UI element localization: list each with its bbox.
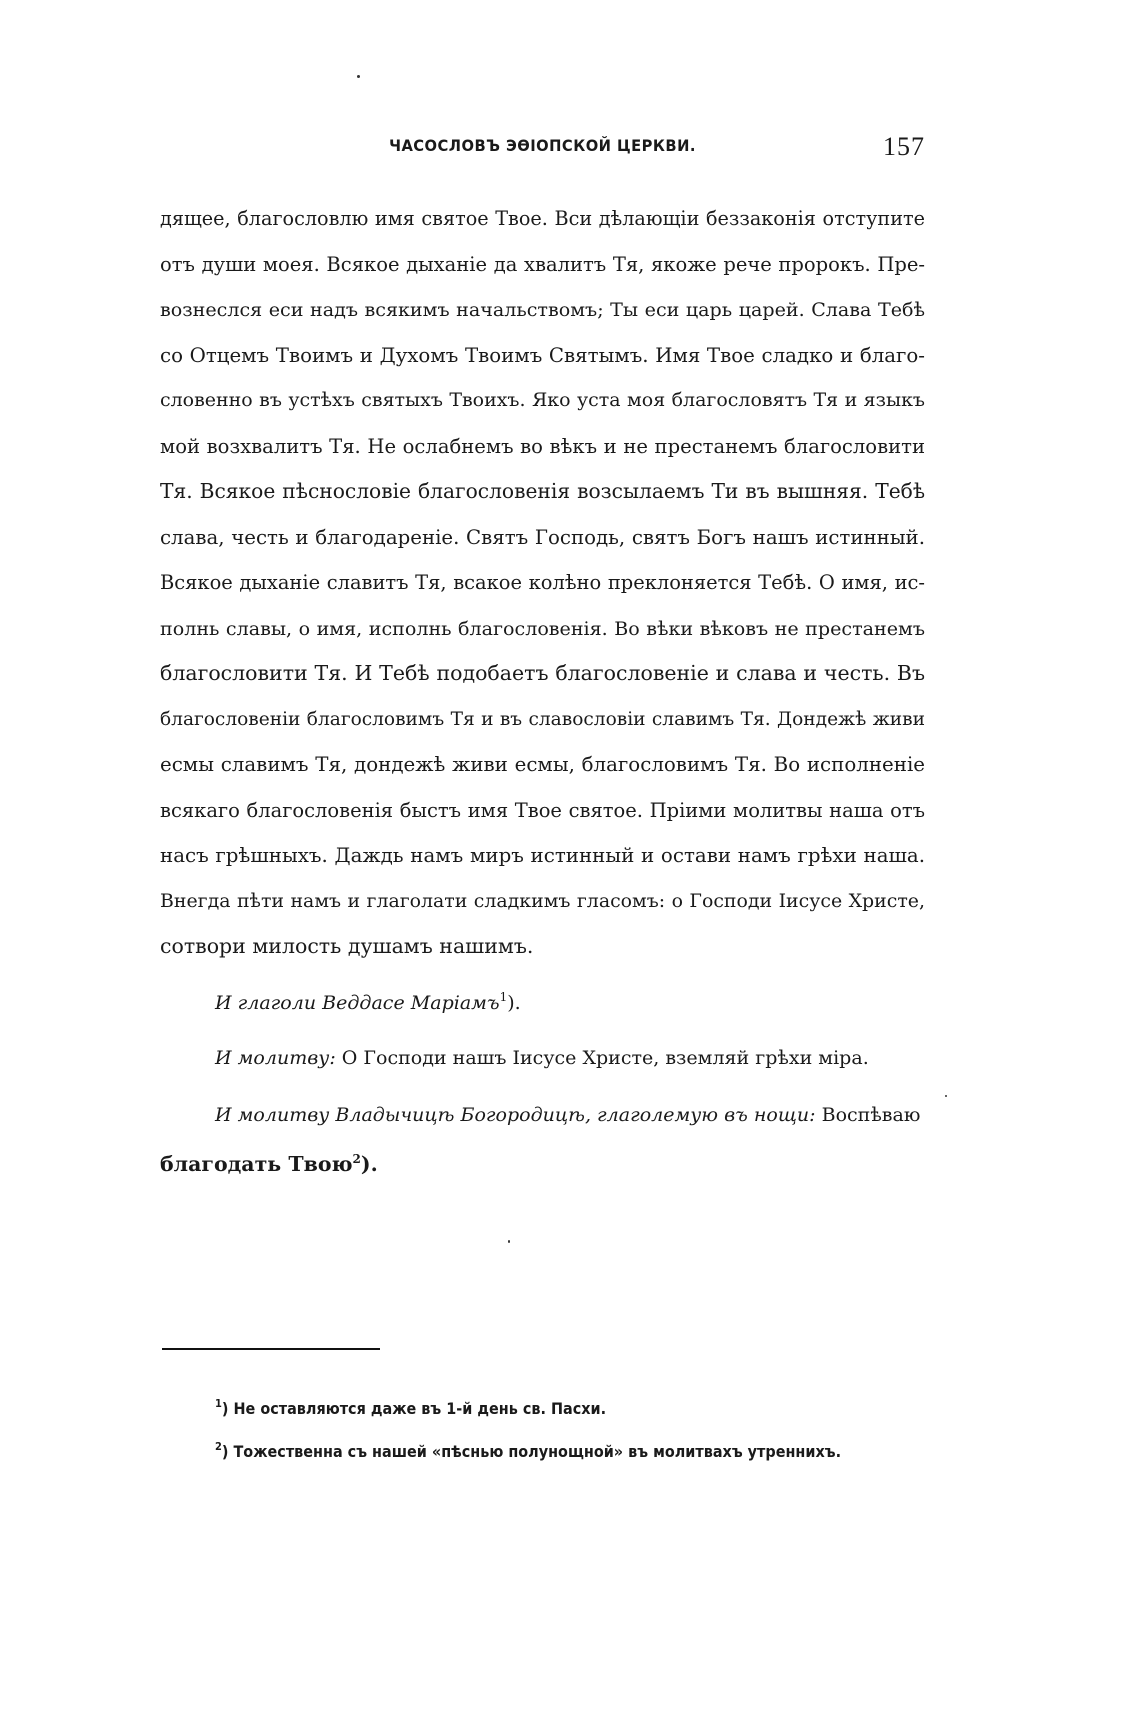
text-line: отъ души моея. Всякое дыханіе да хвалитъ Тя, якоже рече пророкъ. Пре- xyxy=(160,252,925,276)
text-line: вознеслся еси надъ всякимъ начальствомъ; Ты еси царь царей. Слава Тебѣ xyxy=(160,298,925,321)
rubric-text: О Господи нашъ Іисусе Христе, вземляй грѣхи міра. xyxy=(335,1047,869,1069)
footnote-1 xyxy=(215,1397,606,1418)
rubric-veddase xyxy=(160,990,980,1014)
footnote-separator xyxy=(162,1348,380,1350)
rubric-theotokos xyxy=(160,1104,980,1126)
rubric-theotokos-cont xyxy=(160,1152,925,1176)
text-line: Всякое дыханіе славитъ Тя, всакое колѣно преклоняется Тебѣ. О имя, ис- xyxy=(160,571,925,594)
footnote-marker: 2 xyxy=(215,1440,222,1453)
rubric-italic: И молитву: xyxy=(215,1047,336,1069)
rubric-text: Воспѣваю xyxy=(815,1104,921,1126)
rubric-italic: И глаголи Веддасе Маріамъ xyxy=(215,992,500,1014)
text-line: дящее, благословлю имя святое Твое. Вси дѣлающіи беззаконія отступите xyxy=(160,207,925,230)
text-line: благословеніи благословимъ Тя и въ славословіи славимъ Тя. Дондежѣ живи xyxy=(160,708,925,730)
footnote-text: ) Не оставляются даже въ 1-й день св. Пасхи. xyxy=(221,1399,607,1418)
page-number: 157 xyxy=(883,132,925,161)
text-line: есмы славимъ Тя, дондежѣ живи есмы, благословимъ Тя. Во исполненіе xyxy=(160,753,925,776)
print-speck xyxy=(357,75,360,78)
text-line: полнь славы, о имя, исполнь благословенія. Во вѣки вѣковъ не престанемъ xyxy=(160,616,925,640)
text-line: всякаго благословенія быстъ имя Твое святое. Пріими молитвы наша отъ xyxy=(160,798,925,822)
footnote-ref: 1 xyxy=(499,990,508,1004)
rubric-italic: И молитву Владычицѣ Богородицѣ, глаголемую въ нощи: xyxy=(215,1104,816,1126)
print-speck xyxy=(508,1240,510,1243)
text-line: мой возхвалитъ Тя. Не ослабнемъ во вѣкъ и не престанемъ благословити xyxy=(160,434,925,458)
text-line: Внегда пѣти намъ и глаголати сладкимъ гласомъ: о Господи Іисусе Христе, xyxy=(160,889,925,912)
text-line: благословити Тя. И Тебѣ подобаетъ благословеніе и слава и честь. Въ xyxy=(160,661,925,685)
text-line: слава, честь и благодареніе. Святъ Господь, святъ Богъ нашъ истинный. xyxy=(160,525,925,549)
text-line: Тя. Всякое пѣснословіе благословенія возсылаемъ Ти въ вышняя. Тебѣ xyxy=(160,479,925,503)
rubric-tail: ). xyxy=(360,1152,378,1176)
footnote-marker: 1 xyxy=(215,1397,222,1410)
running-head xyxy=(160,132,925,166)
main-text-block xyxy=(160,196,925,970)
rubric-prayer xyxy=(160,1047,980,1069)
running-title: ЧАСОСЛОВЪ ЭѲІОПСКОЙ ЦЕРКВИ. xyxy=(389,136,696,155)
footnote-text: ) Тожественна съ нашей «пѣснью полунощной» въ молитвахъ утреннихъ. xyxy=(221,1442,842,1461)
print-speck xyxy=(945,1095,947,1097)
footnote-ref: 2 xyxy=(352,1152,361,1166)
rubric-text: благодать Твою xyxy=(160,1152,353,1176)
text-line: словенно въ устѣхъ святыхъ Твоихъ. Яко уста моя благословятъ Тя и языкъ xyxy=(160,389,925,411)
text-line: насъ грѣшныхъ. Даждь намъ миръ истинный и остави намъ грѣхи наша. xyxy=(160,844,925,867)
text-line: со Отцемъ Твоимъ и Духомъ Твоимъ Святымъ. Имя Твое сладко и благо- xyxy=(160,343,925,367)
footnote-2 xyxy=(215,1440,841,1461)
text-line: сотвори милость душамъ нашимъ. xyxy=(160,934,534,958)
rubric-tail: ). xyxy=(507,992,521,1014)
